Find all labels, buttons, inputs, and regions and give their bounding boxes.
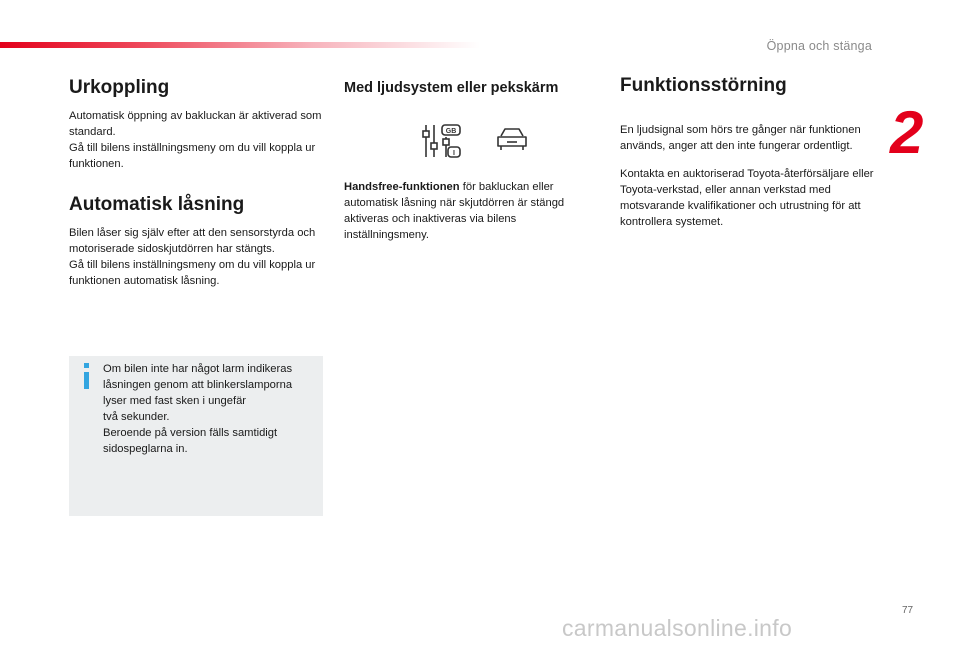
settings-sliders-icon	[422, 123, 462, 159]
funktionsstorning-para2: Kontakta en auktoriserad Toyota-återförsäljare eller Toyota-verkstad, eller annan verkstad med motsvarande kvalifikationer och utrustning för att kontrollera systemet.	[620, 168, 874, 228]
right-column	[620, 74, 882, 230]
watermark: carmanualsonline.info	[562, 615, 793, 641]
handsfree-paragraph	[344, 179, 594, 243]
page-number: 77	[902, 605, 914, 616]
handsfree-lead: Handsfree-funktionen	[344, 181, 460, 193]
info-text: Om bilen inte har något larm indikeras låsningen genom att blinkerslamporna lyser med fast sken i ungefär två sekunder. Beroende på version fälls samtidigt sidospeglarna in.	[103, 363, 293, 455]
chapter-title: Öppna och stänga	[766, 39, 872, 53]
icon-badge-gb: GB	[445, 128, 457, 135]
section-text-automatisk-lasning: Bilen låser sig själv efter att den sensorstyrda och motoriserade sidoskjutdörren har stängts. Gå till bilens inställningsmeny om du vill koppla ur funktionen automatisk låsning.	[69, 227, 316, 287]
left-column	[69, 76, 325, 289]
middle-column	[344, 76, 594, 243]
chapter-number: 2	[890, 99, 924, 166]
section-title-urkoppling: Urkoppling	[69, 77, 170, 98]
section-title-automatisk-lasning: Automatisk låsning	[69, 194, 245, 215]
section-title-funktionsstorning: Funktionsstörning	[620, 75, 787, 96]
accent-bar	[0, 42, 480, 48]
info-icon	[79, 363, 94, 389]
icon-badge-i: I	[453, 150, 455, 157]
section-title-ljudsystem: Med ljudsystem eller pekskärm	[344, 80, 559, 96]
funktionsstorning-para1: En ljudsignal som hörs tre gånger när funktionen används, anger att den inte fungerar ordentligt.	[620, 124, 861, 152]
handsfree-text: för bakluckan eller automatisk låsning när skjutdörren är stängd aktiveras och inaktiveras via bilens inställningsmeny.	[344, 181, 565, 241]
section-text-urkoppling: Automatisk öppning av bakluckan är aktiverad som standard. Gå till bilens inställningsmeny om du vill koppla ur funktionen.	[69, 110, 322, 170]
info-box	[69, 356, 323, 516]
car-icon	[496, 127, 528, 153]
icon-row	[422, 123, 594, 159]
